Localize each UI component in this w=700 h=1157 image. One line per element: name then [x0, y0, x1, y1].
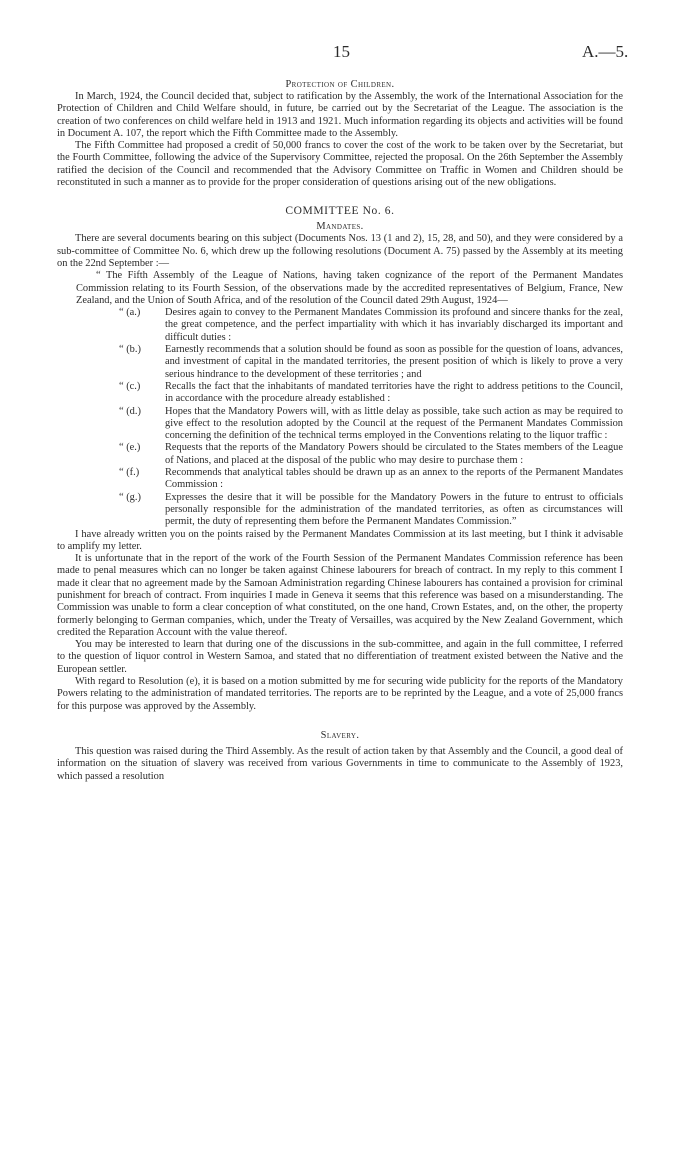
- resolution-preamble: “ The Fifth Assembly of the League of Nations, having taken cognizance of the report of the Permanent Mandates Commission relating to its Fourth Session, of the observations made by the accredited representatives of Belgium, France, New Zealand, and the Union of South Africa, and of the resolution of the Council dated 29th August, 1924—: [76, 270, 623, 306]
- mandates-heading: Mandates.: [316, 221, 364, 233]
- resolution-text: Desires again to convey to the Permanent Mandates Commission its profound and sincere thanks for the zeal, the great competence, and the perfect impartiality with which it has invariably discharged its important and difficult duties :: [165, 307, 623, 343]
- mandates-paragraph-4: With regard to Resolution (e), it is based on a motion submitted by me for securing wide publicity for the reports of the Mandatory Powers relating to the administration of mandated territories. The reports are to be reprinted by the League, and a vote of 25,000 francs for this purpose was approved by the Assembly.: [57, 676, 623, 712]
- resolution-item-c: [119, 381, 623, 406]
- resolution-item-a: [119, 307, 623, 344]
- children-paragraph-1: In March, 1924, the Council decided that, subject to ratification by the Assembly, the work of the International Association for the Protection of Children and Child Welfare should, in future, be carried out by the Secretariat of the League. The association is the creation of two conferences on child welfare held in 1913 and 1921. Much information regarding its objects and activities will be found in Document A. 107, the report which the Fifth Committee made to the Assembly.: [57, 91, 623, 139]
- resolution-mark: “ (d.): [119, 405, 141, 417]
- mandates-paragraph-1: I have already written you on the points raised by the Permanent Mandates Commission at its last meeting, but I think it advisable to amplify my letter.: [57, 528, 623, 552]
- resolution-text: Earnestly recommends that a solution should be found as soon as possible for the question of loans, advances, and investment of capital in the mandated territories, the present position of which is likely to prove a very serious hindrance to the development of these territories ; and: [165, 344, 623, 380]
- mandates-paragraph-3: You may be interested to learn that during one of the discussions in the sub-committee, and again in the full committee, I referred to the question of liquor control in Western Samoa, and stated that no differentiation of treatment existed between the Native and the European settler.: [57, 639, 623, 675]
- resolution-item-g: [119, 492, 623, 529]
- mandates-intro-paragraph: There are several documents bearing on this subject (Documents Nos. 13 (1 and 2), 15, 28, and 50), and they were considered by a sub-committee of Committee No. 6, which drew up the following resolutions (Document A. 75) passed by the Assembly at its meeting on the 22nd September :—: [57, 233, 623, 269]
- resolution-mark: “ (a.): [119, 307, 141, 319]
- mandates-paragraph-2: It is unfortunate that in the report of the work of the Fourth Session of the Permanent Mandates Commission reference has been made to penal measures which can no longer be taken against Chinese labourers for breach of contract. In my reply to this comment I made it clear that no agreement made by the Samoan Administration regarding Chinese labourers has contained a provision for criminal punishment for breach of contract. From inquiries I made in Geneva it seems that this reference was based on a misunderstanding. The Commission was unable to form a clear conception of what constituted, on the one hand, Crown Estates, and, on the other, the property formerly belonging to German companies, which, under the Treaty of Versailles, was acquired by the New Zealand Government, which credited the Reparation Account with the value thereof.: [57, 553, 623, 638]
- page-content: [57, 78, 623, 783]
- resolution-mark: “ (g.): [119, 491, 141, 503]
- page-number: 15: [333, 42, 350, 61]
- resolution-item-b: [119, 344, 623, 381]
- resolution-item-d: [119, 406, 623, 443]
- document-reference: A.—5.: [582, 42, 629, 61]
- resolution-mark: “ (b.): [119, 344, 141, 356]
- children-paragraph-2: The Fifth Committee had proposed a credit of 50,000 francs to cover the cost of the work to be taken over by the Secretariat, but the Fourth Committee, following the advice of the Supervisory Committee, rejected the proposal. On the 26th September the Assembly ratified the decision of the Council and recommended that the Advisory Committee on Traffic in Women and Children should be reconstituted in such a manner as to provide for the proper consideration of questions arising out of the new obligations.: [57, 140, 623, 189]
- resolution-text: Requests that the reports of the Mandatory Powers should be circulated to the States members of the League of Nations, and placed at the disposal of the public who may desire to purchase them :: [165, 442, 623, 466]
- resolution-text: Hopes that the Mandatory Powers will, with as little delay as possible, take such action as may be required to give effect to the resolution adopted by the Council at the request of the Permanent Mandates Commission concerning the definition of the technical terms employed in the Conventions relating to the liquor traffic :: [165, 405, 623, 442]
- resolution-item-e: [119, 442, 623, 467]
- resolution-item-f: [119, 467, 623, 492]
- resolution-text: Recalls the fact that the inhabitants of mandated territories have the right to address petitions to the Council, in accordance with the procedure already established :: [165, 380, 623, 405]
- slavery-heading: Slavery.: [320, 729, 360, 741]
- resolution-text: Recommends that analytical tables should be drawn up as an annex to the reports of the Permanent Mandates Commission :: [165, 467, 623, 491]
- committee-heading: COMMITTEE No. 6.: [285, 205, 395, 218]
- protection-of-children-heading: Protection of Children.: [285, 79, 395, 90]
- slavery-paragraph: This question was raised during the Third Assembly. As the result of action taken by that Assembly and the Council, a good deal of information on the situation of slavery was received from various Governments in time to communicate to the Assembly of 1923, which passed a resolution: [57, 745, 623, 782]
- resolution-text: Expresses the desire that it will be possible for the Mandatory Powers in the future to entrust to officials personally responsible for the administration of the mandated territories, as often as circumstances will permit, the duty of representing them before the Permanent Mandates Commission.”: [165, 491, 623, 528]
- resolution-mark: “ (c.): [119, 380, 141, 392]
- resolution-mark: “ (e.): [119, 442, 141, 454]
- resolution-mark: “ (f.): [119, 467, 140, 479]
